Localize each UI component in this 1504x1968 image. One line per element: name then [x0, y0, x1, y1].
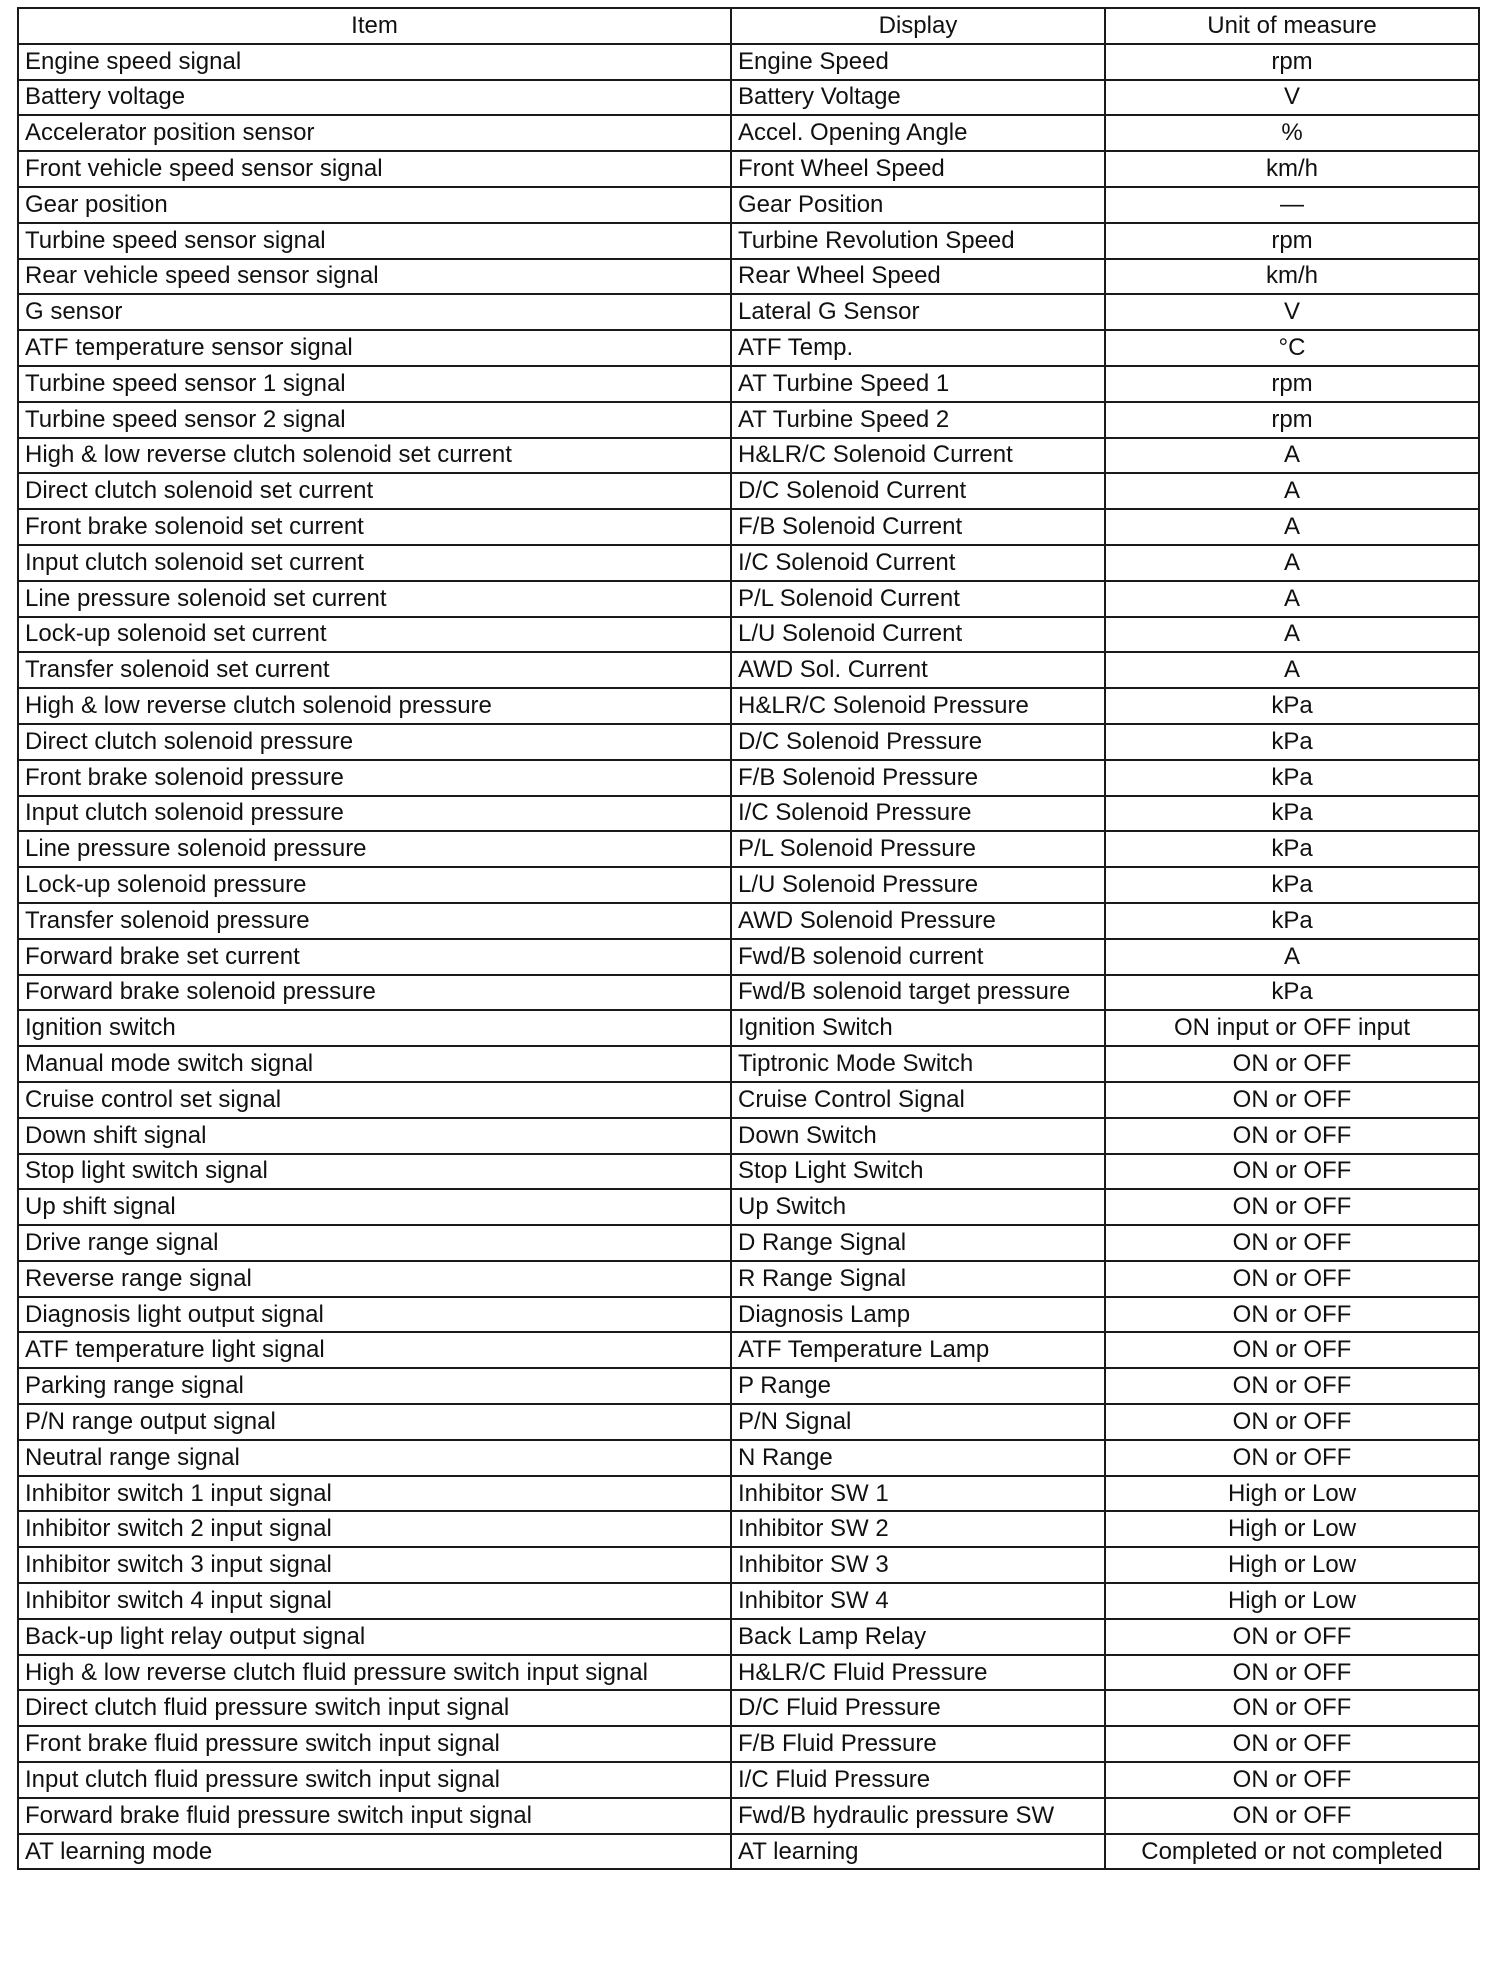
- unit-cell: rpm: [1105, 366, 1479, 402]
- table-row: [18, 1368, 1479, 1404]
- table-row: [18, 652, 1479, 688]
- item-cell: Turbine speed sensor 2 signal: [18, 402, 731, 438]
- display-cell: Front Wheel Speed: [731, 151, 1105, 187]
- unit-cell: A: [1105, 581, 1479, 617]
- unit-cell: High or Low: [1105, 1511, 1479, 1547]
- unit-cell: kPa: [1105, 688, 1479, 724]
- unit-cell: High or Low: [1105, 1476, 1479, 1512]
- unit-cell: V: [1105, 294, 1479, 330]
- item-cell: Ignition switch: [18, 1010, 731, 1046]
- item-cell: Forward brake fluid pressure switch input signal: [18, 1798, 731, 1834]
- display-cell: Engine Speed: [731, 44, 1105, 80]
- display-cell: P/L Solenoid Pressure: [731, 831, 1105, 867]
- table-row: [18, 1619, 1479, 1655]
- unit-cell: kPa: [1105, 903, 1479, 939]
- item-cell: High & low reverse clutch fluid pressure switch input signal: [18, 1655, 731, 1691]
- table-row: [18, 796, 1479, 832]
- display-cell: Inhibitor SW 4: [731, 1583, 1105, 1619]
- unit-cell: A: [1105, 545, 1479, 581]
- unit-cell: ON or OFF: [1105, 1332, 1479, 1368]
- unit-cell: ON or OFF: [1105, 1297, 1479, 1333]
- header-unit: Unit of measure: [1105, 8, 1479, 44]
- display-cell: Back Lamp Relay: [731, 1619, 1105, 1655]
- item-cell: Up shift signal: [18, 1189, 731, 1225]
- item-cell: Direct clutch solenoid pressure: [18, 724, 731, 760]
- unit-cell: ON input or OFF input: [1105, 1010, 1479, 1046]
- display-cell: Ignition Switch: [731, 1010, 1105, 1046]
- display-cell: P/L Solenoid Current: [731, 581, 1105, 617]
- item-cell: Inhibitor switch 1 input signal: [18, 1476, 731, 1512]
- item-cell: Engine speed signal: [18, 44, 731, 80]
- table-row: [18, 760, 1479, 796]
- table-row: [18, 80, 1479, 116]
- table-row: [18, 1297, 1479, 1333]
- item-cell: Gear position: [18, 187, 731, 223]
- table-row: [18, 581, 1479, 617]
- item-cell: Input clutch solenoid set current: [18, 545, 731, 581]
- item-cell: Manual mode switch signal: [18, 1046, 731, 1082]
- item-cell: High & low reverse clutch solenoid set current: [18, 438, 731, 474]
- table-row: [18, 545, 1479, 581]
- item-cell: Front brake fluid pressure switch input signal: [18, 1726, 731, 1762]
- item-cell: Neutral range signal: [18, 1440, 731, 1476]
- table-row: [18, 1798, 1479, 1834]
- data-table: [17, 7, 1480, 1870]
- table-row: [18, 1547, 1479, 1583]
- unit-cell: A: [1105, 509, 1479, 545]
- display-cell: P Range: [731, 1368, 1105, 1404]
- unit-cell: ON or OFF: [1105, 1154, 1479, 1190]
- display-cell: L/U Solenoid Current: [731, 617, 1105, 653]
- table-row: [18, 1511, 1479, 1547]
- item-cell: Inhibitor switch 4 input signal: [18, 1583, 731, 1619]
- display-cell: Stop Light Switch: [731, 1154, 1105, 1190]
- table-row: [18, 1834, 1479, 1870]
- table-row: [18, 1655, 1479, 1691]
- table-row: [18, 330, 1479, 366]
- table-row: [18, 1189, 1479, 1225]
- display-cell: P/N Signal: [731, 1404, 1105, 1440]
- unit-cell: kPa: [1105, 724, 1479, 760]
- item-cell: Rear vehicle speed sensor signal: [18, 259, 731, 295]
- unit-cell: A: [1105, 617, 1479, 653]
- unit-cell: kPa: [1105, 867, 1479, 903]
- display-cell: Fwd/B solenoid target pressure: [731, 975, 1105, 1011]
- table-row: [18, 223, 1479, 259]
- table-row: [18, 151, 1479, 187]
- item-cell: High & low reverse clutch solenoid pressure: [18, 688, 731, 724]
- display-cell: F/B Fluid Pressure: [731, 1726, 1105, 1762]
- unit-cell: ON or OFF: [1105, 1368, 1479, 1404]
- display-cell: D/C Solenoid Current: [731, 473, 1105, 509]
- table-row: [18, 1261, 1479, 1297]
- table-row: [18, 366, 1479, 402]
- table-row: [18, 1690, 1479, 1726]
- unit-cell: rpm: [1105, 223, 1479, 259]
- table-row: [18, 975, 1479, 1011]
- unit-cell: ON or OFF: [1105, 1619, 1479, 1655]
- item-cell: Direct clutch solenoid set current: [18, 473, 731, 509]
- display-cell: Tiptronic Mode Switch: [731, 1046, 1105, 1082]
- table-header: [18, 8, 1479, 44]
- item-cell: Forward brake set current: [18, 939, 731, 975]
- item-cell: Turbine speed sensor 1 signal: [18, 366, 731, 402]
- table-row: [18, 688, 1479, 724]
- display-cell: I/C Solenoid Pressure: [731, 796, 1105, 832]
- display-cell: Battery Voltage: [731, 80, 1105, 116]
- display-cell: L/U Solenoid Pressure: [731, 867, 1105, 903]
- display-cell: Inhibitor SW 3: [731, 1547, 1105, 1583]
- display-cell: ATF Temp.: [731, 330, 1105, 366]
- item-cell: Line pressure solenoid set current: [18, 581, 731, 617]
- unit-cell: A: [1105, 652, 1479, 688]
- unit-cell: ON or OFF: [1105, 1798, 1479, 1834]
- unit-cell: km/h: [1105, 151, 1479, 187]
- item-cell: Parking range signal: [18, 1368, 731, 1404]
- display-cell: D/C Solenoid Pressure: [731, 724, 1105, 760]
- unit-cell: ON or OFF: [1105, 1225, 1479, 1261]
- table-row: [18, 438, 1479, 474]
- display-cell: N Range: [731, 1440, 1105, 1476]
- table-row: [18, 1440, 1479, 1476]
- table-row: [18, 867, 1479, 903]
- display-cell: I/C Fluid Pressure: [731, 1762, 1105, 1798]
- table-row: [18, 1010, 1479, 1046]
- table-row: [18, 1082, 1479, 1118]
- display-cell: D/C Fluid Pressure: [731, 1690, 1105, 1726]
- table-row: [18, 939, 1479, 975]
- table-row: [18, 187, 1479, 223]
- item-cell: Turbine speed sensor signal: [18, 223, 731, 259]
- table-row: [18, 1583, 1479, 1619]
- unit-cell: High or Low: [1105, 1547, 1479, 1583]
- item-cell: Battery voltage: [18, 80, 731, 116]
- unit-cell: High or Low: [1105, 1583, 1479, 1619]
- table-row: [18, 509, 1479, 545]
- unit-cell: Completed or not completed: [1105, 1834, 1479, 1870]
- display-cell: H&LR/C Fluid Pressure: [731, 1655, 1105, 1691]
- display-cell: F/B Solenoid Pressure: [731, 760, 1105, 796]
- table-row: [18, 402, 1479, 438]
- table-row: [18, 617, 1479, 653]
- unit-cell: km/h: [1105, 259, 1479, 295]
- display-cell: Down Switch: [731, 1118, 1105, 1154]
- item-cell: Lock-up solenoid pressure: [18, 867, 731, 903]
- unit-cell: kPa: [1105, 796, 1479, 832]
- unit-cell: rpm: [1105, 44, 1479, 80]
- item-cell: Line pressure solenoid pressure: [18, 831, 731, 867]
- table-row: [18, 1404, 1479, 1440]
- display-cell: Accel. Opening Angle: [731, 115, 1105, 151]
- item-cell: P/N range output signal: [18, 1404, 731, 1440]
- item-cell: Transfer solenoid pressure: [18, 903, 731, 939]
- unit-cell: kPa: [1105, 831, 1479, 867]
- unit-cell: ON or OFF: [1105, 1404, 1479, 1440]
- item-cell: Transfer solenoid set current: [18, 652, 731, 688]
- unit-cell: ON or OFF: [1105, 1261, 1479, 1297]
- table-row: [18, 473, 1479, 509]
- display-cell: Fwd/B solenoid current: [731, 939, 1105, 975]
- item-cell: Drive range signal: [18, 1225, 731, 1261]
- display-cell: I/C Solenoid Current: [731, 545, 1105, 581]
- table-row: [18, 831, 1479, 867]
- unit-cell: rpm: [1105, 402, 1479, 438]
- unit-cell: ON or OFF: [1105, 1440, 1479, 1476]
- unit-cell: ON or OFF: [1105, 1690, 1479, 1726]
- unit-cell: A: [1105, 939, 1479, 975]
- item-cell: G sensor: [18, 294, 731, 330]
- display-cell: Inhibitor SW 1: [731, 1476, 1105, 1512]
- unit-cell: ON or OFF: [1105, 1726, 1479, 1762]
- display-cell: Lateral G Sensor: [731, 294, 1105, 330]
- unit-cell: %: [1105, 115, 1479, 151]
- table-row: [18, 1726, 1479, 1762]
- item-cell: Forward brake solenoid pressure: [18, 975, 731, 1011]
- display-cell: AT learning: [731, 1834, 1105, 1870]
- header-row: [18, 8, 1479, 44]
- display-cell: ATF Temperature Lamp: [731, 1332, 1105, 1368]
- table-row: [18, 1046, 1479, 1082]
- unit-cell: °C: [1105, 330, 1479, 366]
- unit-cell: ON or OFF: [1105, 1046, 1479, 1082]
- table-row: [18, 1225, 1479, 1261]
- display-cell: Fwd/B hydraulic pressure SW: [731, 1798, 1105, 1834]
- display-cell: AWD Sol. Current: [731, 652, 1105, 688]
- item-cell: Front brake solenoid set current: [18, 509, 731, 545]
- table-row: [18, 1332, 1479, 1368]
- display-cell: H&LR/C Solenoid Current: [731, 438, 1105, 474]
- display-cell: AT Turbine Speed 2: [731, 402, 1105, 438]
- table-row: [18, 1154, 1479, 1190]
- item-cell: ATF temperature light signal: [18, 1332, 731, 1368]
- unit-cell: ON or OFF: [1105, 1189, 1479, 1225]
- table-row: [18, 44, 1479, 80]
- item-cell: Diagnosis light output signal: [18, 1297, 731, 1333]
- table-row: [18, 1762, 1479, 1798]
- item-cell: Stop light switch signal: [18, 1154, 731, 1190]
- item-cell: Lock-up solenoid set current: [18, 617, 731, 653]
- display-cell: Gear Position: [731, 187, 1105, 223]
- unit-cell: ON or OFF: [1105, 1655, 1479, 1691]
- display-cell: Rear Wheel Speed: [731, 259, 1105, 295]
- item-cell: Accelerator position sensor: [18, 115, 731, 151]
- table-row: [18, 259, 1479, 295]
- unit-cell: A: [1105, 473, 1479, 509]
- item-cell: Back-up light relay output signal: [18, 1619, 731, 1655]
- display-cell: Cruise Control Signal: [731, 1082, 1105, 1118]
- display-cell: H&LR/C Solenoid Pressure: [731, 688, 1105, 724]
- table-row: [18, 1476, 1479, 1512]
- unit-cell: kPa: [1105, 760, 1479, 796]
- display-cell: F/B Solenoid Current: [731, 509, 1105, 545]
- item-cell: Input clutch fluid pressure switch input signal: [18, 1762, 731, 1798]
- display-cell: AWD Solenoid Pressure: [731, 903, 1105, 939]
- unit-cell: ON or OFF: [1105, 1762, 1479, 1798]
- table-body: [18, 44, 1479, 1870]
- display-cell: Turbine Revolution Speed: [731, 223, 1105, 259]
- display-cell: Diagnosis Lamp: [731, 1297, 1105, 1333]
- unit-cell: —: [1105, 187, 1479, 223]
- table-row: [18, 903, 1479, 939]
- table-row: [18, 294, 1479, 330]
- unit-cell: V: [1105, 80, 1479, 116]
- table-row: [18, 115, 1479, 151]
- display-cell: D Range Signal: [731, 1225, 1105, 1261]
- item-cell: ATF temperature sensor signal: [18, 330, 731, 366]
- table-row: [18, 724, 1479, 760]
- item-cell: Cruise control set signal: [18, 1082, 731, 1118]
- item-cell: AT learning mode: [18, 1834, 731, 1870]
- unit-cell: A: [1105, 438, 1479, 474]
- table-row: [18, 1118, 1479, 1154]
- display-cell: Up Switch: [731, 1189, 1105, 1225]
- display-cell: Inhibitor SW 2: [731, 1511, 1105, 1547]
- header-item: Item: [18, 8, 731, 44]
- item-cell: Input clutch solenoid pressure: [18, 796, 731, 832]
- display-cell: AT Turbine Speed 1: [731, 366, 1105, 402]
- unit-cell: ON or OFF: [1105, 1082, 1479, 1118]
- item-cell: Front brake solenoid pressure: [18, 760, 731, 796]
- header-display: Display: [731, 8, 1105, 44]
- unit-cell: kPa: [1105, 975, 1479, 1011]
- item-cell: Front vehicle speed sensor signal: [18, 151, 731, 187]
- item-cell: Inhibitor switch 2 input signal: [18, 1511, 731, 1547]
- item-cell: Reverse range signal: [18, 1261, 731, 1297]
- display-cell: R Range Signal: [731, 1261, 1105, 1297]
- item-cell: Down shift signal: [18, 1118, 731, 1154]
- item-cell: Inhibitor switch 3 input signal: [18, 1547, 731, 1583]
- item-cell: Direct clutch fluid pressure switch input signal: [18, 1690, 731, 1726]
- unit-cell: ON or OFF: [1105, 1118, 1479, 1154]
